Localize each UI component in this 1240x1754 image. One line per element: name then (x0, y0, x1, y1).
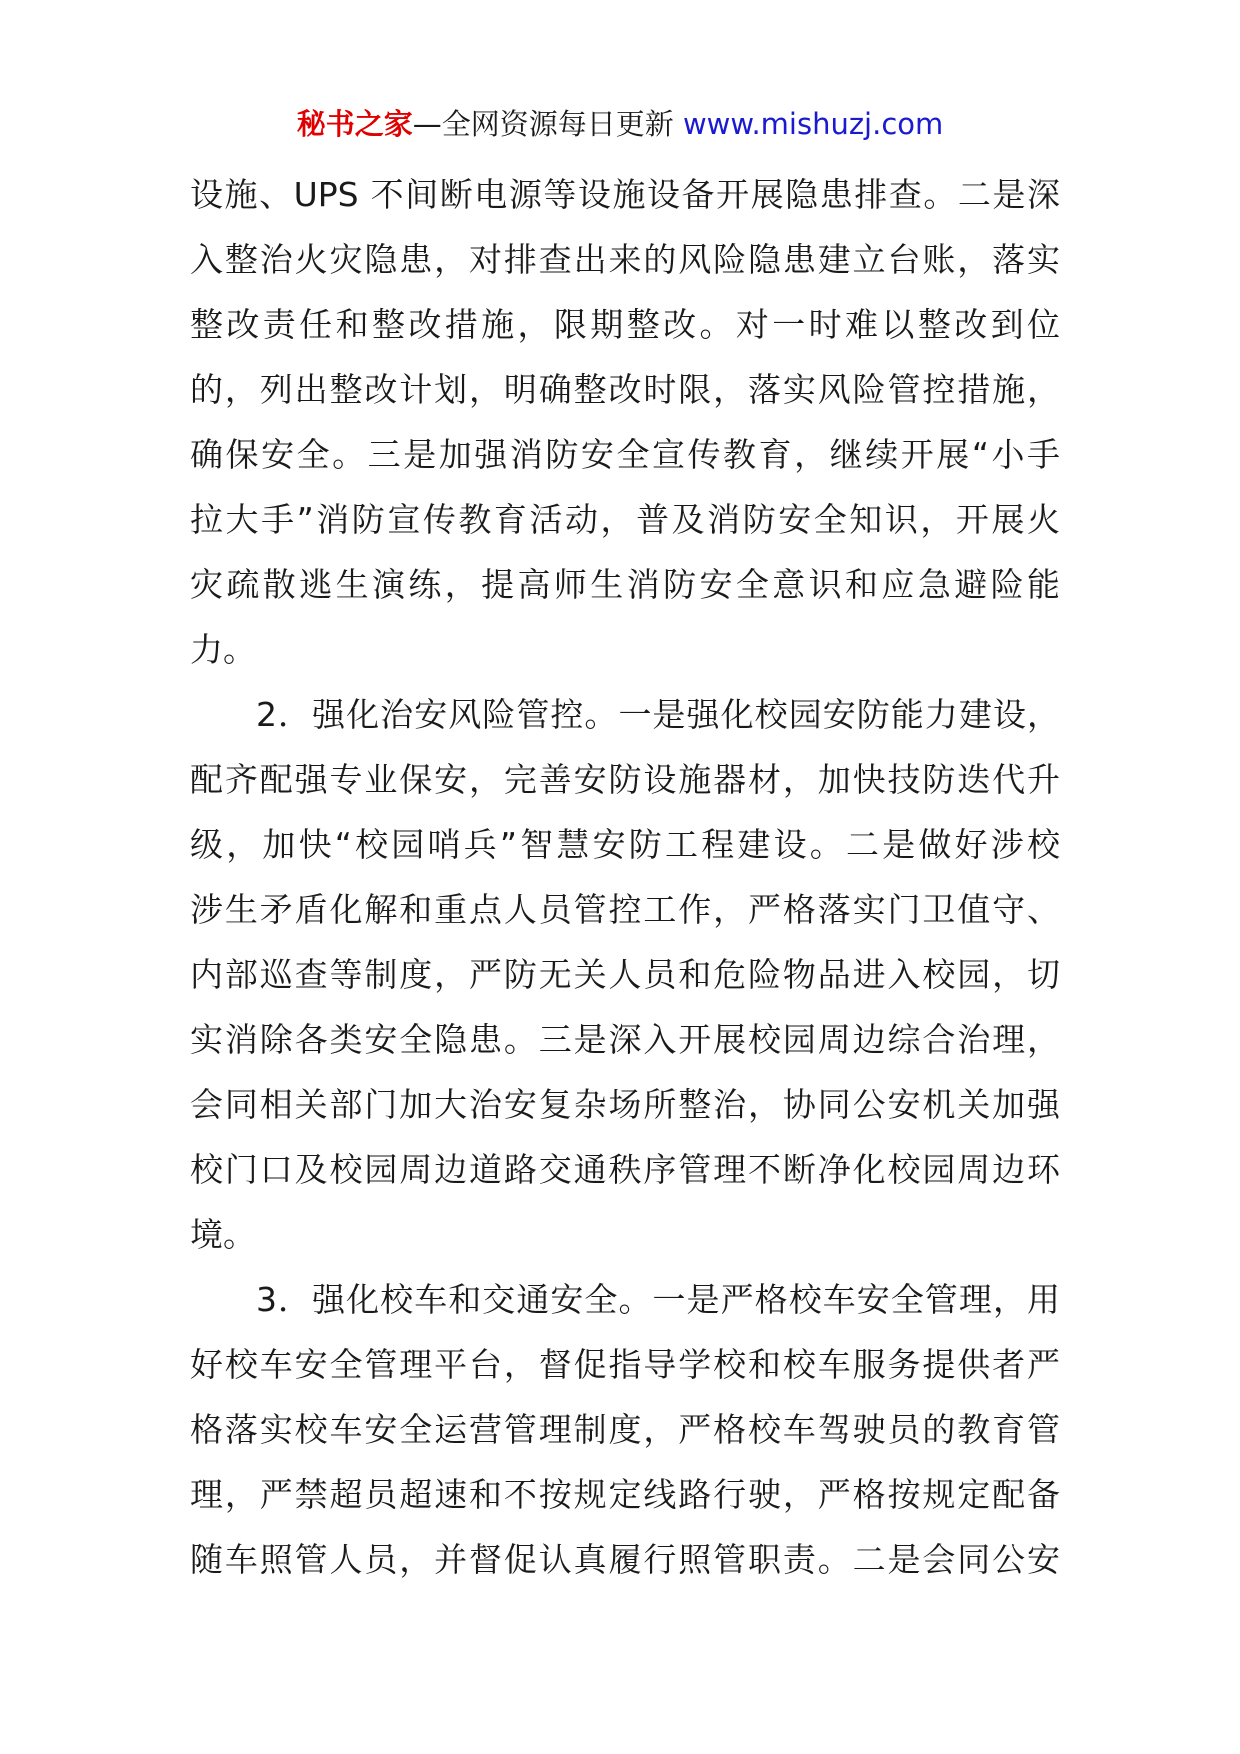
text-line: 理，严禁超员超速和不按规定线路行驶，严格按规定配备 (190, 1475, 1060, 1514)
text-line: 3．强化校车和交通安全。一是严格校车安全管理，用 (256, 1280, 1060, 1319)
text-line: 随车照管人员，并督促认真履行照管职责。二是会同公安 (190, 1540, 1060, 1579)
text-line: 会同相关部门加大治安复杂场所整治，协同公安机关加强 (190, 1085, 1060, 1124)
text-line: 拉大手”消防宣传教育活动，普及消防安全知识，开展火 (190, 500, 1060, 539)
site-url: www.mishuzj.com (682, 107, 944, 141)
text-line: 入整治火灾隐患，对排查出来的风险隐患建立台账，落实 (190, 240, 1060, 279)
text-line: 好校车安全管理平台，督促指导学校和校车服务提供者严 (190, 1345, 1060, 1384)
site-tagline: —全网资源每日更新 (412, 107, 683, 141)
text-line: 格落实校车安全运营管理制度，严格校车驾驶员的教育管 (190, 1410, 1060, 1449)
text-line: 的，列出整改计划，明确整改时限，落实风险管控措施， (190, 370, 1060, 409)
paragraph-fire-safety (190, 162, 1060, 682)
text-line: 涉生矛盾化解和重点人员管控工作，严格落实门卫值守、 (190, 890, 1060, 929)
text-line: 2．强化治安风险管控。一是强化校园安防能力建设， (256, 695, 1060, 734)
paragraph-public-security (190, 682, 1060, 1267)
text-line: 力。 (190, 630, 256, 669)
text-line: 实消除各类安全隐患。三是深入开展校园周边综合治理， (190, 1020, 1060, 1059)
paragraph-school-bus-traffic (190, 1267, 1060, 1592)
document-body (190, 162, 1060, 1592)
text-line: 确保安全。三是加强消防安全宣传教育，继续开展“小手 (190, 435, 1060, 474)
text-line: 级，加快“校园哨兵”智慧安防工程建设。二是做好涉校 (190, 825, 1060, 864)
site-header (0, 102, 1240, 146)
text-line: 配齐配强专业保安，完善安防设施器材，加快技防迭代升 (190, 760, 1060, 799)
text-line: 灾疏散逃生演练，提高师生消防安全意识和应急避险能 (190, 565, 1060, 604)
text-line: 设施、UPS 不间断电源等设施设备开展隐患排查。二是深 (190, 175, 1060, 214)
text-line: 境。 (190, 1215, 256, 1254)
text-line: 整改责任和整改措施，限期整改。对一时难以整改到位 (190, 305, 1060, 344)
text-line: 校门口及校园周边道路交通秩序管理不断净化校园周边环 (190, 1150, 1060, 1189)
text-line: 内部巡查等制度，严防无关人员和危险物品进入校园，切 (190, 955, 1060, 994)
site-brand: 秘书之家 (296, 107, 413, 141)
